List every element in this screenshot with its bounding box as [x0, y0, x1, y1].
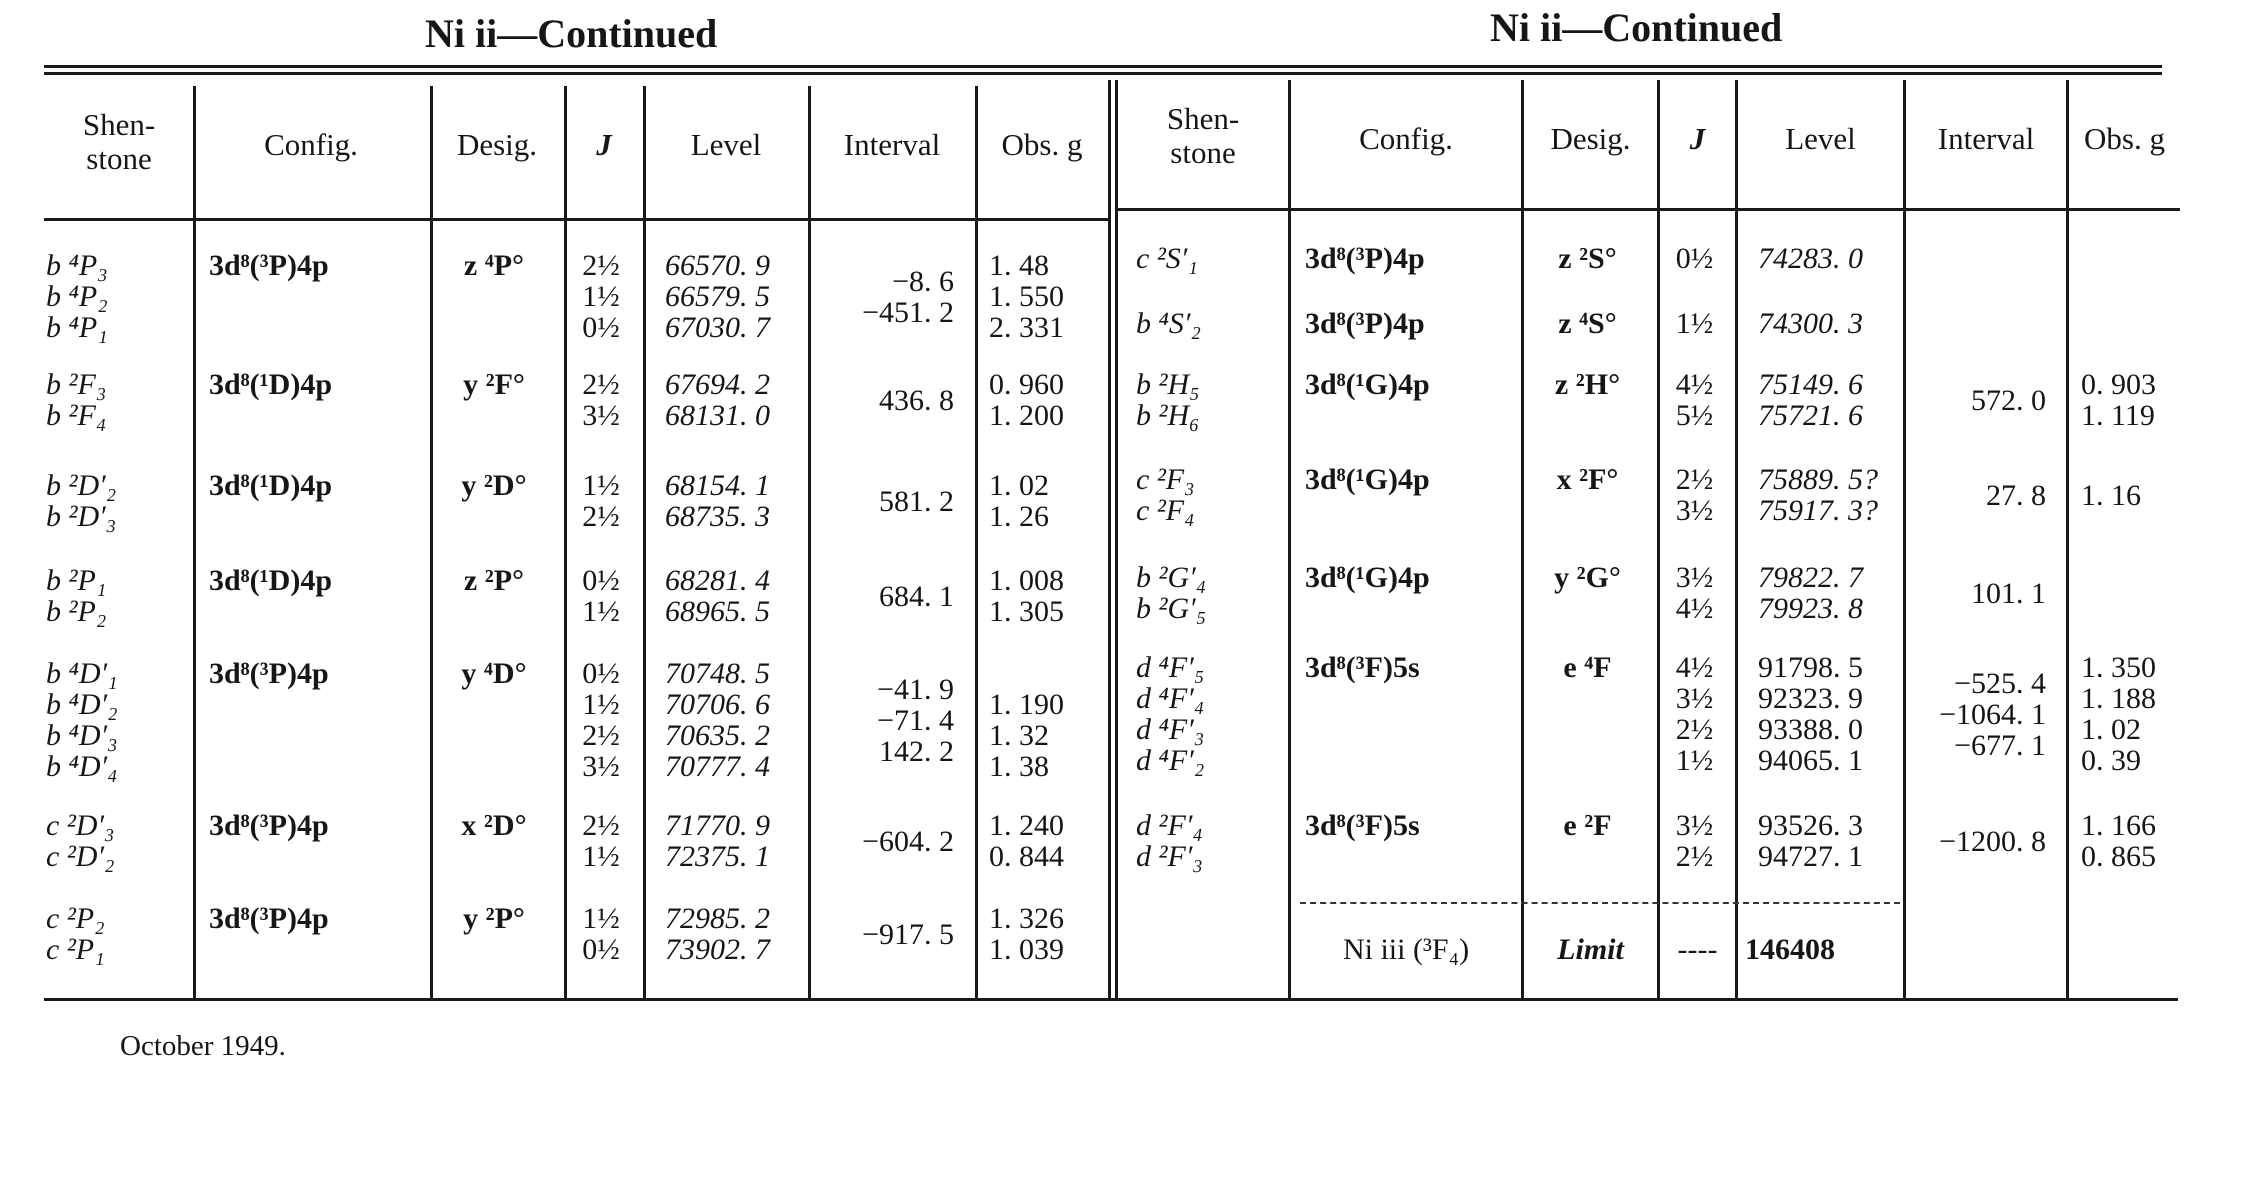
right-interval-cell: 572. 0: [1971, 383, 2046, 417]
left-interval-cell: −604. 2: [862, 824, 954, 858]
left-header-desig: Desig.: [456, 127, 538, 162]
right-j-cell: 4½ 3½ 2½ 1½: [1675, 651, 1714, 777]
limit-j: ----: [1677, 933, 1718, 966]
right-desig-cell: z ²S°: [1558, 242, 1617, 275]
left-shenstone-cell: c ²D′₃ c ²D′₂: [46, 809, 115, 873]
left-j-cell: 2½ 1½ 0½: [582, 249, 620, 344]
left-desig-cell: y ²P°: [463, 902, 525, 935]
right-j-cell: 1½: [1675, 307, 1714, 340]
left-header-obs_g: Obs. g: [1001, 127, 1083, 162]
left-obs_g-cell: 1. 240 0. 844: [989, 809, 1064, 873]
right-config-cell: 3d⁸(¹G)4p: [1305, 561, 1430, 594]
left-level-cell: 68154. 1 68735. 3: [665, 469, 770, 533]
left-level-cell: 67694. 2 68131. 0: [665, 368, 770, 432]
left-header-config: Config.: [264, 127, 358, 162]
right-column-rule: [2066, 80, 2069, 998]
right-interval-cell: 101. 1: [1971, 576, 2046, 610]
right-level-cell: 74283. 0: [1758, 242, 1863, 275]
left-j-cell: 1½ 2½: [582, 469, 620, 533]
top-rule-double-1: [44, 65, 2162, 68]
right-level-cell: 75149. 6 75721. 6: [1758, 368, 1863, 432]
right-header-obs_g: Obs. g: [2084, 121, 2165, 156]
right-shenstone-cell: c ²S′₁: [1136, 242, 1198, 275]
header-rule-right: [1118, 208, 2180, 211]
left-desig-cell: z ⁴P°: [463, 249, 525, 282]
header-rule-left: [44, 218, 1109, 221]
right-level-cell: 91798. 5 92323. 9 93388. 0 94065. 1: [1758, 651, 1863, 777]
left-shenstone-cell: b ⁴D′₁ b ⁴D′₂ b ⁴D′₃ b ⁴D′₄: [46, 657, 118, 783]
right-interval-cell: −525. 4 −1064. 1 −677. 1: [1939, 666, 2046, 762]
right-shenstone-cell: c ²F₃ c ²F₄: [1136, 463, 1195, 527]
bottom-rule: [44, 998, 2178, 1001]
left-obs_g-cell: 1. 190 1. 32 1. 38: [989, 688, 1064, 783]
left-header-level: Level: [690, 127, 762, 162]
right-desig-cell: e ⁴F: [1563, 651, 1612, 684]
left-config-cell: 3d⁸(³P)4p: [209, 657, 329, 690]
limit-dashed-rule: [1300, 902, 1900, 904]
right-config-cell: 3d⁸(³P)4p: [1305, 242, 1425, 275]
left-shenstone-cell: b ²D′₂ b ²D′₃: [46, 469, 117, 533]
left-shenstone-cell: c ²P₂ c ²P₁: [46, 902, 105, 966]
right-obs_g-cell: 1. 166 0. 865: [2081, 809, 2156, 873]
left-level-cell: 68281. 4 68965. 5: [665, 564, 770, 628]
left-desig-cell: y ⁴D°: [461, 657, 527, 690]
left-interval-cell: −41. 9 −71. 4 142. 2: [877, 672, 954, 768]
left-interval-cell: 684. 1: [879, 579, 954, 613]
center-double-rule-2: [1115, 80, 1118, 998]
left-desig-cell: x ²D°: [461, 809, 527, 842]
right-j-cell: 4½ 5½: [1675, 368, 1714, 432]
right-config-cell: 3d⁸(³P)4p: [1305, 307, 1425, 340]
left-obs_g-cell: 1. 02 1. 26: [989, 469, 1049, 533]
right-table-title: Ni ii—Continued: [1490, 5, 1783, 50]
right-shenstone-cell: b ⁴S′₂: [1136, 307, 1201, 340]
right-interval-cell: 27. 8: [1986, 478, 2046, 512]
left-obs_g-cell: 1. 008 1. 305: [989, 564, 1064, 628]
left-header-interval: Interval: [843, 127, 941, 162]
left-config-cell: 3d⁸(¹D)4p: [209, 469, 333, 502]
right-desig-cell: x ²F°: [1556, 463, 1619, 496]
right-header-level: Level: [1785, 121, 1856, 156]
right-j-cell: 3½ 4½: [1675, 561, 1714, 625]
right-obs_g-cell: 1. 16: [2081, 478, 2141, 512]
left-config-cell: 3d⁸(¹D)4p: [209, 368, 333, 401]
left-level-cell: 66570. 9 66579. 5 67030. 7: [665, 249, 770, 344]
left-config-cell: 3d⁸(³P)4p: [209, 902, 329, 935]
left-j-cell: 2½ 1½: [582, 809, 620, 873]
left-obs_g-cell: 1. 326 1. 039: [989, 902, 1064, 966]
left-desig-cell: y ²D°: [461, 469, 527, 502]
left-j-cell: 0½ 1½: [582, 564, 620, 628]
right-interval-cell: −1200. 8: [1939, 824, 2046, 858]
left-level-cell: 70748. 5 70706. 6 70635. 2 70777. 4: [665, 657, 770, 783]
right-obs_g-cell: 1. 350 1. 188 1. 02 0. 39: [2081, 651, 2156, 777]
right-shenstone-cell: d ⁴F′₅ d ⁴F′₄ d ⁴F′₃ d ⁴F′₂: [1136, 651, 1205, 777]
left-j-cell: 1½ 0½: [582, 902, 620, 966]
right-config-cell: 3d⁸(³F)5s: [1305, 651, 1420, 684]
left-config-cell: 3d⁸(³P)4p: [209, 249, 329, 282]
left-config-cell: 3d⁸(¹D)4p: [209, 564, 333, 597]
left-interval-cell: 581. 2: [879, 484, 954, 518]
right-header-shenstone: Shen- stone: [1166, 101, 1240, 170]
limit-desig: Limit: [1557, 933, 1624, 966]
left-level-cell: 71770. 9 72375. 1: [665, 809, 770, 873]
left-j-cell: 2½ 3½: [582, 368, 620, 432]
left-column-rule: [643, 86, 646, 998]
right-j-cell: 2½ 3½: [1675, 463, 1714, 527]
right-desig-cell: z ⁴S°: [1558, 307, 1617, 340]
right-j-cell: 3½ 2½: [1675, 809, 1714, 873]
left-j-cell: 0½ 1½ 2½ 3½: [582, 657, 620, 783]
right-shenstone-cell: b ²G′₄ b ²G′₅: [1136, 561, 1207, 625]
left-desig-cell: y ²F°: [463, 368, 525, 401]
right-column-rule: [1735, 80, 1738, 998]
right-desig-cell: z ²H°: [1554, 368, 1621, 401]
right-header-config: Config.: [1359, 121, 1453, 156]
left-config-cell: 3d⁸(³P)4p: [209, 809, 329, 842]
left-obs_g-cell: 1. 48 1. 550 2. 331: [989, 249, 1064, 344]
left-column-rule: [193, 86, 196, 998]
right-config-cell: 3d⁸(³F)5s: [1305, 809, 1420, 842]
right-obs_g-cell: 0. 903 1. 119: [2081, 368, 2156, 432]
left-header-j: J: [596, 127, 612, 162]
right-level-cell: 93526. 3 94727. 1: [1758, 809, 1863, 873]
right-desig-cell: y ²G°: [1554, 561, 1621, 594]
left-column-rule: [975, 86, 978, 998]
right-config-cell: 3d⁸(¹G)4p: [1305, 368, 1430, 401]
left-shenstone-cell: b ⁴P₃ b ⁴P₂ b ⁴P₁: [46, 249, 108, 344]
right-header-desig: Desig.: [1550, 121, 1631, 156]
left-interval-cell: −8. 6 −451. 2: [862, 264, 954, 329]
footer-date: October 1949.: [120, 1030, 286, 1062]
left-shenstone-cell: b ²F₃ b ²F₄: [46, 368, 107, 432]
right-config-cell: 3d⁸(¹G)4p: [1305, 463, 1430, 496]
left-level-cell: 72985. 2 73902. 7: [665, 902, 770, 966]
left-obs_g-cell: 0. 960 1. 200: [989, 368, 1064, 432]
limit-config: Ni iii (³F₄): [1342, 933, 1470, 966]
right-desig-cell: e ²F: [1563, 809, 1612, 842]
left-interval-cell: −917. 5: [862, 917, 954, 951]
left-shenstone-cell: b ²P₁ b ²P₂: [46, 564, 107, 628]
right-header-interval: Interval: [1937, 121, 2035, 156]
left-interval-cell: 436. 8: [879, 383, 954, 417]
limit-level: 146408: [1745, 933, 1835, 966]
right-j-cell: 0½: [1675, 242, 1714, 275]
top-rule-double-2: [44, 72, 2162, 75]
right-level-cell: 75889. 5? 75917. 3?: [1758, 463, 1878, 527]
left-table-title: Ni ii—Continued: [425, 11, 718, 56]
right-column-rule: [1521, 80, 1524, 998]
right-header-j: J: [1689, 121, 1706, 156]
right-shenstone-cell: d ²F′₄ d ²F′₃: [1136, 809, 1203, 873]
right-level-cell: 79822. 7 79923. 8: [1758, 561, 1863, 625]
right-shenstone-cell: b ²H₅ b ²H₆: [1136, 368, 1200, 432]
left-header-shenstone: Shen- stone: [82, 107, 156, 176]
left-desig-cell: z ²P°: [463, 564, 525, 597]
right-level-cell: 74300. 3: [1758, 307, 1863, 340]
left-column-rule: [430, 86, 433, 998]
